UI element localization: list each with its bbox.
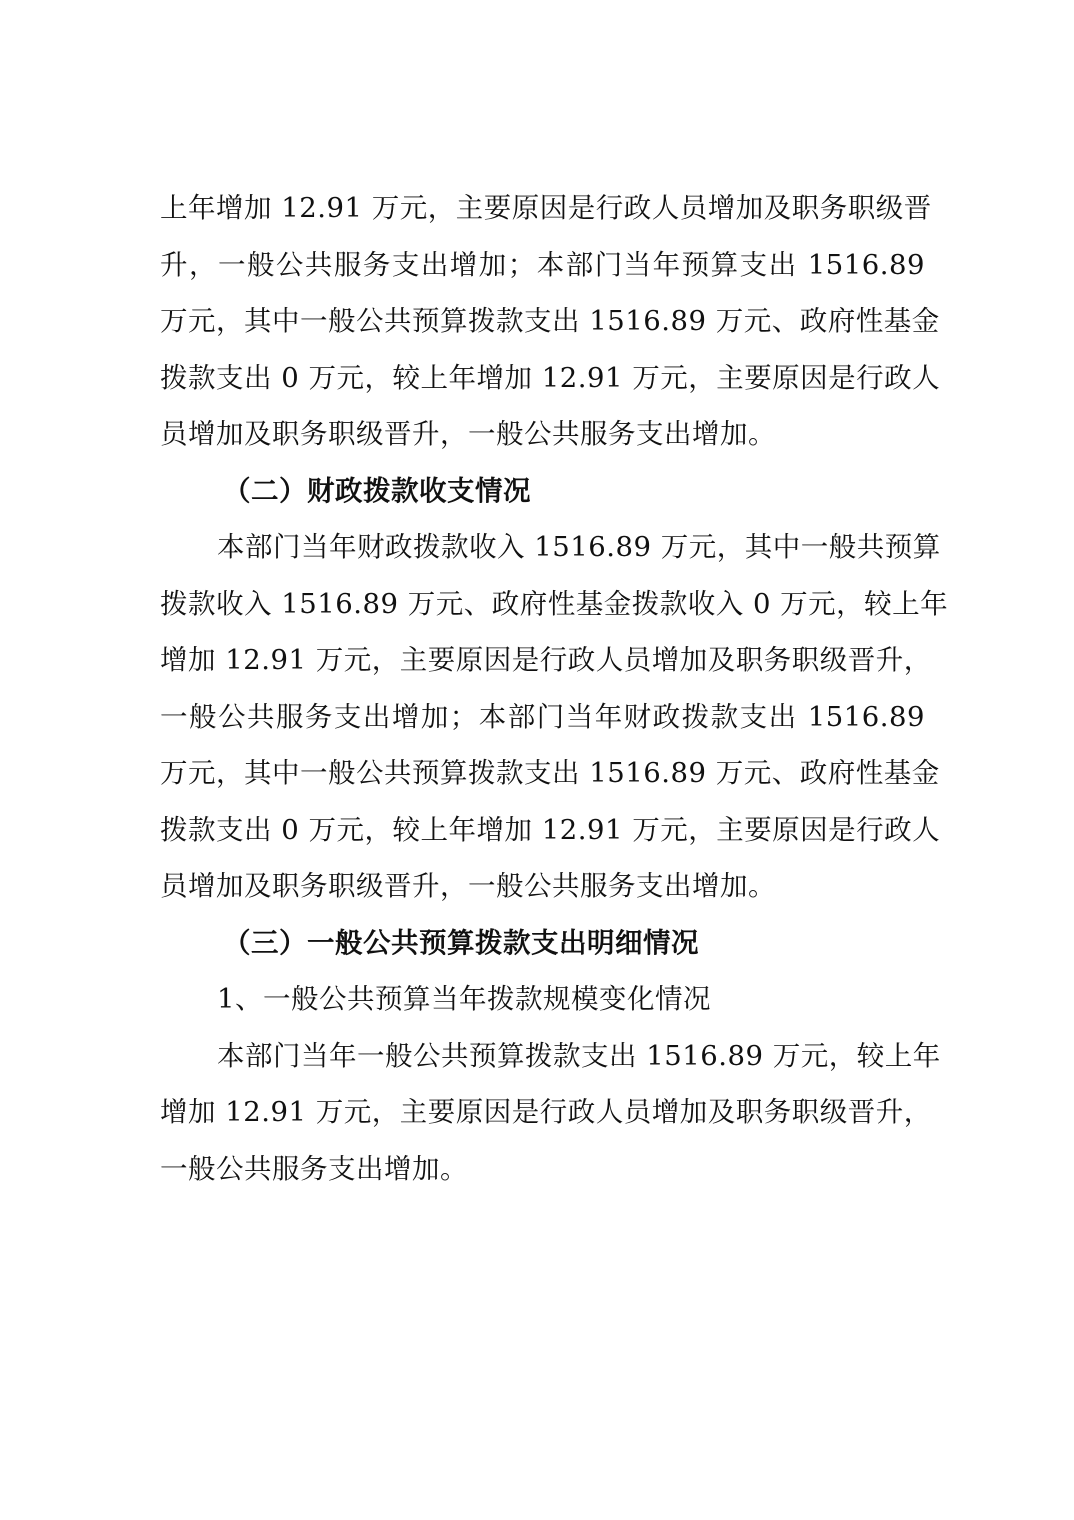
paragraph-line: 升，一般公共服务支出增加；本部门当年预算支出 1516.89	[160, 248, 925, 281]
document-body	[160, 180, 949, 1197]
paragraph-line: 拨款支出 0 万元，较上年增加 12.91 万元，主要原因是行政人	[160, 361, 941, 394]
paragraph-line: 拨款收入 1516.89 万元、政府性基金拨款收入 0 万元，较上年	[160, 587, 949, 620]
paragraph-general-budget-expenditure	[160, 1028, 941, 1198]
paragraph-line: 本部门当年一般公共预算拨款支出 1516.89 万元，较上年	[217, 1039, 941, 1072]
paragraph-line: 拨款支出 0 万元，较上年增加 12.91 万元，主要原因是行政人	[160, 813, 941, 846]
paragraph-line: 万元，其中一般公共预算拨款支出 1516.89 万元、政府性基金	[160, 305, 940, 337]
section-heading-general-budget-detail: （三）一般公共预算拨款支出明细情况	[223, 926, 699, 959]
paragraph-line: 增加 12.91 万元，主要原因是行政人员增加及职务职级晋升，	[160, 1096, 932, 1128]
paragraph-line: 员增加及职务职级晋升，一般公共服务支出增加。	[160, 418, 776, 450]
paragraph-budget-summary	[160, 180, 941, 463]
paragraph-fiscal-appropriation	[160, 519, 949, 915]
paragraph-line: 一般公共服务支出增加。	[160, 1152, 468, 1185]
paragraph-line: 上年增加 12.91 万元，主要原因是行政人员增加及职务职级晋	[160, 192, 932, 224]
paragraph-line: 一般公共服务支出增加；本部门当年财政拨款支出 1516.89	[160, 700, 925, 733]
paragraph-line: 增加 12.91 万元，主要原因是行政人员增加及职务职级晋升，	[160, 644, 932, 676]
subsection-heading-scale-change: 1、一般公共预算当年拨款规模变化情况	[217, 983, 711, 1015]
paragraph-line: 万元，其中一般公共预算拨款支出 1516.89 万元、政府性基金	[160, 757, 940, 789]
paragraph-line: 本部门当年财政拨款收入 1516.89 万元，其中一般共预算	[217, 531, 941, 563]
section-heading-fiscal-appropriation: （二）财政拨款收支情况	[223, 474, 531, 507]
paragraph-line: 员增加及职务职级晋升，一般公共服务支出增加。	[160, 870, 776, 902]
